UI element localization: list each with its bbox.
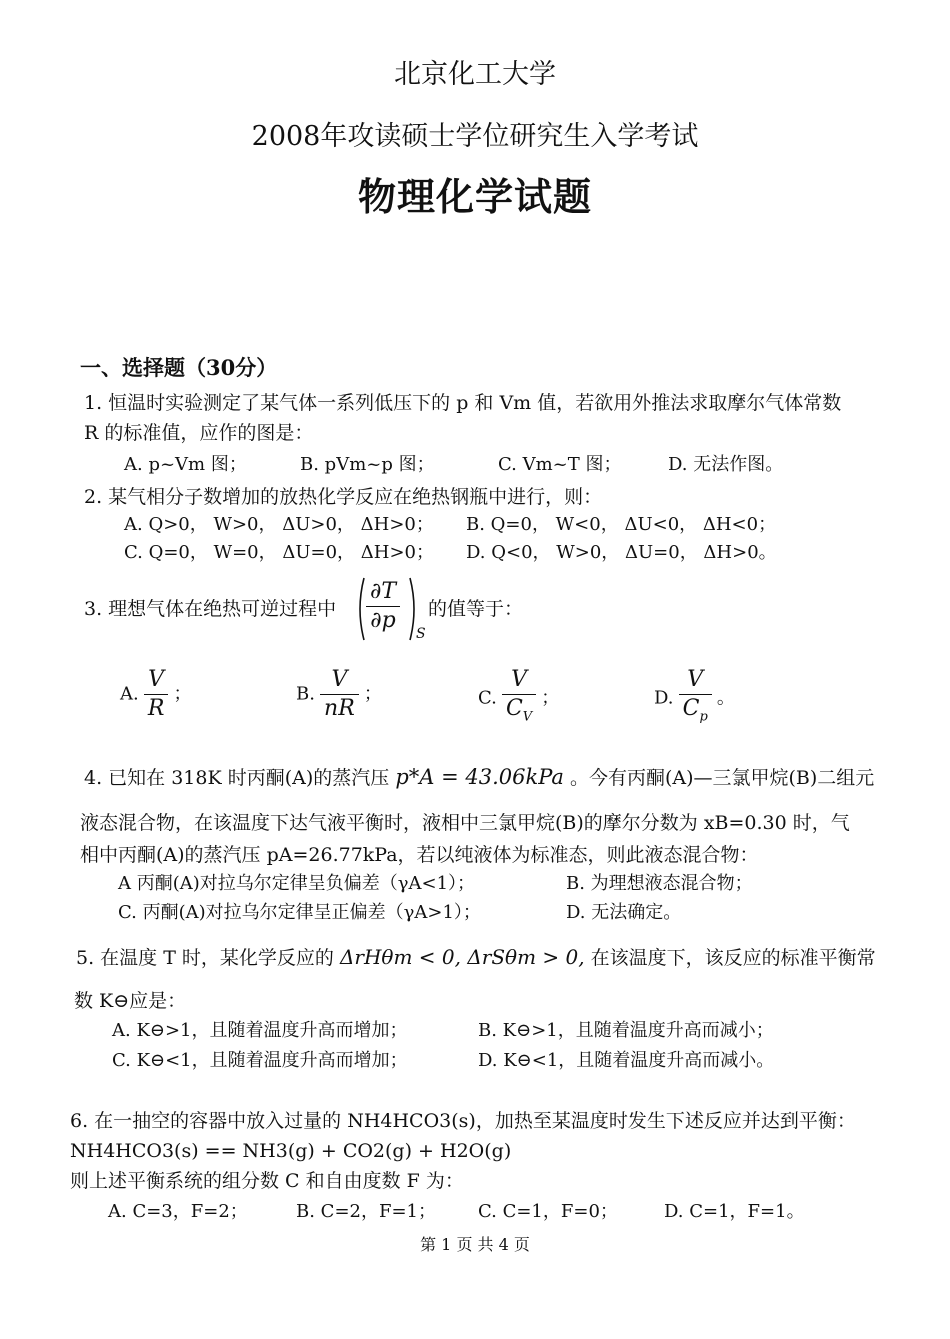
q3-c-frac [502, 666, 536, 731]
section-title: 一、选择题（30分） [80, 355, 278, 380]
q4-option-a: A 丙酮(A)对拉乌尔定律呈负偏差（γA<1）； [118, 873, 476, 894]
q3-b-den: nR [324, 696, 355, 721]
q3-b-end: ； [363, 683, 382, 705]
q3-deriv-den: ∂p [370, 608, 396, 633]
q1-option-b: B. pVm~p 图； [300, 454, 435, 475]
q3-b-label: B. [296, 683, 315, 705]
q3-option-d [654, 666, 735, 731]
q3-derivative-frac [366, 578, 400, 635]
q1-option-a: A. p~Vm 图； [124, 454, 247, 475]
q3-a-label: A. [120, 683, 139, 705]
q5-stem-line1 [76, 946, 876, 970]
q4-option-d: D. 无法确定。 [566, 902, 682, 923]
q3-a-num: V [144, 666, 169, 695]
q3-c-sub: V [522, 709, 533, 725]
subject-title: 物理化学试题 [357, 174, 592, 219]
q3-option-a [120, 666, 192, 723]
q4-stem-line3: 相中丙酮(A)的蒸汽压 pA=26.77kPa，若以纯液体为标准态，则此液态混合物： [80, 844, 759, 866]
q2-option-c: C. Q=0， W=0， ΔU=0， ΔH>0； [124, 542, 434, 563]
q6-stem-line3: 则上述平衡系统的组分数 C 和自由度数 F 为： [70, 1170, 464, 1192]
q4-line1-post: 。今有丙酮(A)—三氯甲烷(B)二组元 [569, 767, 875, 789]
q2-stem: 2. 某气相分子数增加的放热化学反应在绝热钢瓶中进行，则： [84, 486, 603, 508]
q5-option-c: C. K⊖<1，且随着温度升高而增加； [112, 1050, 408, 1071]
q6-option-b: B. C=2，F=1； [296, 1201, 437, 1222]
q2-option-b: B. Q=0， W<0， ΔU<0， ΔH<0； [466, 514, 777, 535]
q1-option-c: C. Vm~T 图； [498, 454, 622, 475]
q3-a-frac [144, 666, 169, 723]
q3-c-den: C [505, 696, 523, 721]
q4-line1-pre: 4. 已知在 318K 时丙酮(A)的蒸汽压 [84, 767, 390, 789]
q3-stem: 3. 理想气体在绝热可逆过程中 [84, 598, 337, 620]
q2-option-d: D. Q<0， W>0， ΔU=0， ΔH>0。 [466, 542, 777, 563]
q3-c-den-wrap [502, 695, 536, 731]
q3-d-label: D. [654, 687, 674, 709]
q3-d-den-wrap [679, 695, 712, 731]
q6-reaction: NH4HCO3(s) == NH3(g) + CO2(g) + H2O(g) [70, 1140, 512, 1162]
q3-c-num: V [502, 666, 536, 695]
q1-stem-line2: R 的标准值，应作的图是： [84, 422, 314, 444]
q3-b-num: V [320, 666, 359, 695]
q3-option-b [296, 666, 382, 723]
q3-option-c [478, 666, 559, 731]
q3-a-den: R [147, 696, 165, 721]
q5-option-b: B. K⊖>1，且随着温度升高而减小； [478, 1020, 774, 1041]
exam-title: 2008年攻读硕士学位研究生入学考试 [251, 121, 699, 152]
q3-d-frac [679, 666, 712, 731]
q6-stem-line1: 6. 在一抽空的容器中放入过量的 NH4HCO3(s)，加热至某温度时发生下述反应并达到平衡： [70, 1110, 856, 1132]
q4-option-b: B. 为理想液态混合物； [566, 873, 753, 894]
q6-option-d: D. C=1，F=1。 [664, 1201, 805, 1222]
university-name: 北京化工大学 [394, 59, 556, 90]
page-footer: 第 1 页 共 4 页 [420, 1235, 530, 1254]
q2-option-a: A. Q>0， W>0， ΔU>0， ΔH>0； [124, 514, 434, 535]
q3-d-den: C [682, 696, 700, 721]
q3-d-num: V [679, 666, 712, 695]
q3-deriv-sub: S [416, 626, 426, 642]
q3-b-frac [320, 666, 359, 723]
q6-option-a: A. C=3，F=2； [108, 1201, 248, 1222]
q4-stem-line2: 液态混合物，在该温度下达气液平衡时，液相中三氯甲烷(B)的摩尔分数为 xB=0.30 时，气 [80, 812, 850, 834]
q5-formula: ΔrHθm < 0, ΔrSθm > 0, [339, 945, 585, 969]
q3-d-sub: p [699, 709, 708, 725]
q5-line1-pre: 5. 在温度 T 时，某化学反应的 [76, 947, 334, 969]
q6-option-c: C. C=1，F=0； [478, 1201, 618, 1222]
q4-option-c: C. 丙酮(A)对拉乌尔定律呈正偏差（γA>1）； [118, 902, 481, 923]
q3-d-end: 。 [716, 687, 735, 709]
q5-stem-line2: 数 K⊖应是： [74, 990, 187, 1012]
q4-stem-line1 [84, 766, 874, 790]
q1-option-d: D. 无法作图。 [668, 454, 784, 475]
q5-option-d: D. K⊖<1，且随着温度升高而减小。 [478, 1050, 775, 1071]
q1-stem-line1: 1. 恒温时实验测定了某气体一系列低压下的 p 和 Vm 值，若欲用外推法求取摩尔气体常数 [84, 392, 842, 414]
q5-line1-post: 在该温度下，该反应的标准平衡常 [590, 947, 876, 969]
q3-c-end: ； [541, 687, 560, 709]
q5-option-a: A. K⊖>1，且随着温度升高而增加； [112, 1020, 408, 1041]
q3-derivative [356, 574, 426, 644]
q3-stem-tail: 的值等于： [428, 598, 524, 620]
q3-deriv-num: ∂T [366, 578, 400, 607]
q3-a-end: ； [173, 683, 192, 705]
q4-formula: p*A = 43.06kPa [395, 765, 564, 789]
q3-c-label: C. [478, 687, 497, 709]
